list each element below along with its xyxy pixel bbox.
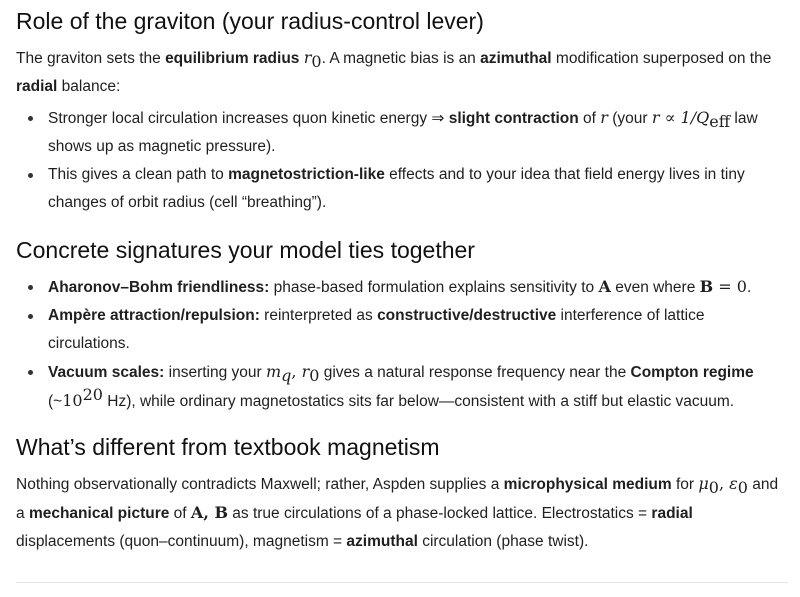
list-item: This gives a clean path to magnetostriction-like effects and to your idea that field energy lives in tiny changes of orbit radius (cell “breathing”). <box>16 161 788 217</box>
list-item: Aharonov–Bohm friendliness: phase-based formulation explains sensitivity to A even where B = 0. <box>16 273 788 302</box>
list-item: Vacuum scales: inserting your $m_q$, $r_0$ gives a natural response frequency near the Compton regime ($\sim 10^{20}$ Hz), while ordinary magnetostatics sits far below—consistent with a stiff but elastic vacuum. <box>16 358 788 416</box>
heading-concrete-signatures: Concrete signatures your model ties together <box>16 237 475 263</box>
list-item: Ampère attraction/repulsion: reinterpreted as constructive/destructive interference of lattice circulations. <box>16 302 788 358</box>
heading-graviton-role: Role of the graviton (your radius-control lever) <box>16 8 484 34</box>
list-item: Stronger local circulation increases quon kinetic energy ⇒ slight contraction of r (your $r \propto 1/Q_{eff}$ law shows up as magnetic pressure). <box>16 104 788 161</box>
paragraph-graviton-intro: The graviton sets the equilibrium radius $r_0$. A magnetic bias is an azimuthal modification superposed on the radial balance: <box>16 48 772 95</box>
graviton-bullet-list <box>16 104 788 217</box>
paragraph-textbook-difference: Nothing observationally contradicts Maxwell; rather, Aspden supplies a microphysical medium for $\mu_0$, $\varepsilon_0$ and a mechanical picture of A, B as true circulations of a phase-locked lattice. Electrostatics = radial displacements (quon–continuum), magnetism = azimuthal circulation (phase twist). <box>16 474 779 550</box>
heading-textbook-difference: What’s different from textbook magnetism <box>16 434 440 460</box>
signatures-bullet-list <box>16 273 788 416</box>
section-divider <box>16 582 788 583</box>
